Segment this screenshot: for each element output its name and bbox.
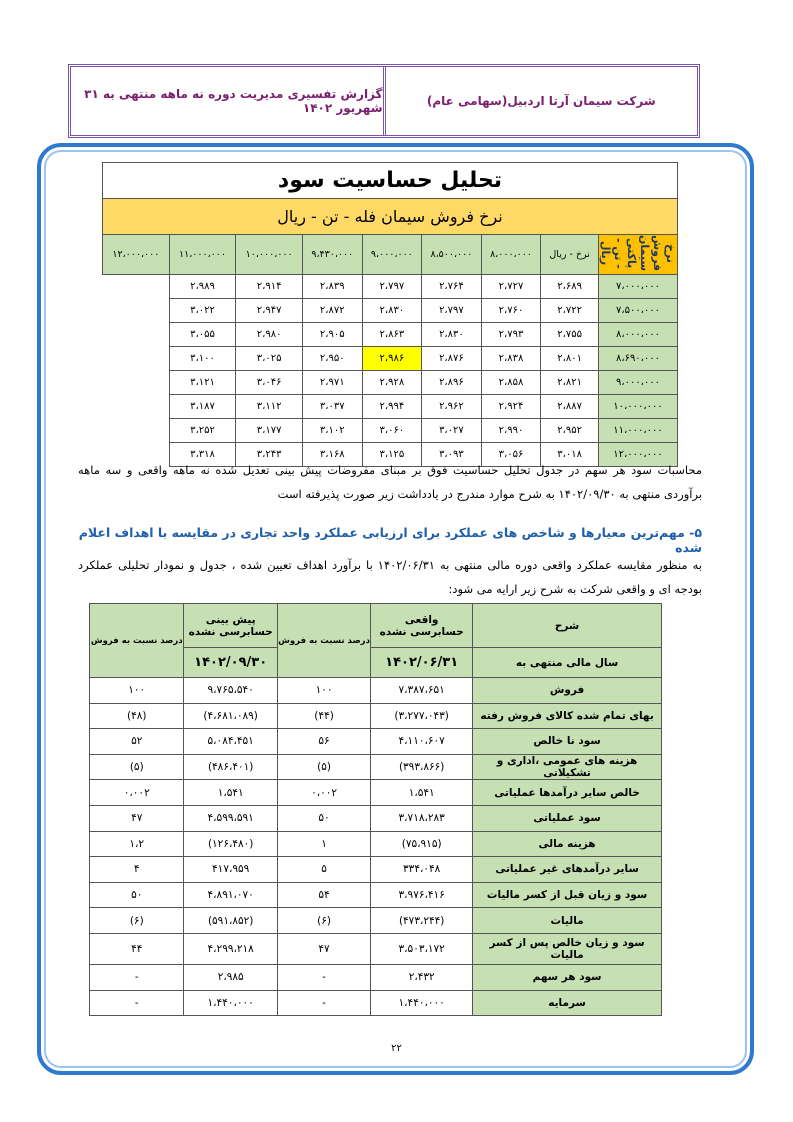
budget-fcst: ۵،۰۸۴،۴۵۱ [184,729,277,755]
budget-p2: - [90,964,184,990]
budget-actual: ۳،۹۷۶،۴۱۶ [371,882,473,908]
budget-p2: ۴۴ [90,933,184,964]
budget-p2: (۵) [90,754,184,780]
budget-actual: (۷۵،۹۱۵) [371,831,473,857]
column-header: ۱۰،۰۰۰،۰۰۰ [236,235,303,275]
sensitivity-cell: ۳،۱۰۰ [169,347,236,371]
budget-p1: ۵۴ [277,882,370,908]
budget-fcst: ۲،۹۸۵ [184,964,277,990]
budget-label: سود عملیاتی [473,805,662,831]
column-header: ۹،۰۰۰،۰۰۰ [362,235,422,275]
sensitivity-cell: ۲،۸۳۰ [422,323,482,347]
budget-p1: - [277,990,370,1016]
budget-p2: - [90,990,184,1016]
budget-actual: ۱،۴۴۰،۰۰۰ [371,990,473,1016]
column-header: ۱۲،۰۰۰،۰۰۰ [103,235,170,275]
sensitivity-cell: ۲،۹۴۷ [236,299,303,323]
row-header: ۸،۰۰۰،۰۰۰ [599,323,678,347]
sensitivity-cell: ۳،۰۹۳ [422,443,482,467]
column-header: ۹،۴۳۰،۰۰۰ [302,235,362,275]
sensitivity-cell: ۳،۱۲۵ [362,443,422,467]
sensitivity-note: محاسبات سود هر سهم در جدول تحلیل حساسیت فوق بر مبنای مفروضات پیش بینی تعدیل شده نه ماهه واقعی و سه ماهه برآوردی منتهی به ۱۴۰۲/۰۹/۳۰ به شرح موارد مندرج در یادداشت زیر صورت پذیرفته است [78,463,702,501]
sensitivity-cell: ۳،۳۱۸ [169,443,236,467]
sensitivity-cell: ۲،۹۵۰ [302,347,362,371]
budget-p2: ۴ [90,857,184,883]
budget-fcst: ۴،۲۹۹،۲۱۸ [184,933,277,964]
row-header: ۱۱،۰۰۰،۰۰۰ [599,419,678,443]
sensitivity-cell: ۳،۰۲۵ [236,347,303,371]
sensitivity-row [103,323,678,347]
sensitivity-cell: ۲،۸۹۶ [422,371,482,395]
report-header [68,64,700,138]
budget-p2: (۶) [90,908,184,934]
sensitivity-cell: ۳،۰۶۰ [362,419,422,443]
budget-p1: ۴۷ [277,933,370,964]
budget-actual: (۳،۲۷۷،۰۴۳) [371,703,473,729]
budget-fcst: ۴،۵۹۹،۵۹۱ [184,805,277,831]
budget-p1: ۰،۰۰۲ [277,780,370,806]
sensitivity-row [103,395,678,419]
sensitivity-title: تحلیل حساسیت سود [103,163,678,199]
budget-fcst: ۱،۴۴۰،۰۰۰ [184,990,277,1016]
sensitivity-cell: ۳،۰۲۲ [169,299,236,323]
corner-label: نرخ - ریال [541,235,599,275]
budget-row [90,729,662,755]
sensitivity-cell: ۲،۸۳۰ [362,299,422,323]
desc-header: شرح [473,604,662,648]
budget-actual: ۴،۱۱۰،۶۰۷ [371,729,473,755]
pct-actual-header: درصد نسبت به فروش [277,604,370,678]
sensitivity-cell: ۲،۸۲۱ [541,371,599,395]
sensitivity-cell: ۲،۷۹۷ [362,275,422,299]
budget-intro: به منظور مقایسه عملکرد واقعی دوره مالی منتهی به ۱۴۰۲/۰۶/۳۱ با برآورد اهداف تعیین شده ، جدول و نمودار تحلیلی عملکرد بودجه ای و واقعی شرکت به شرح زیر ارایه می شود: [78,558,702,596]
sensitivity-cell: ۲،۹۷۱ [302,371,362,395]
sensitivity-cell: ۲،۹۹۴ [362,395,422,419]
sensitivity-cell: ۲،۶۸۹ [541,275,599,299]
budget-label: سود نا خالص [473,729,662,755]
sensitivity-cell: ۳،۰۴۶ [236,371,303,395]
column-header: ۸،۵۰۰،۰۰۰ [422,235,482,275]
budget-row [90,908,662,934]
sensitivity-cell: ۲،۷۹۷ [422,299,482,323]
budget-fcst: (۴۸۶،۴۰۱) [184,754,277,780]
sensitivity-cell: ۲،۸۳۸ [481,347,541,371]
budget-row [90,754,662,780]
sensitivity-cell: ۲،۹۰۵ [302,323,362,347]
sensitivity-cell: ۲،۷۶۴ [422,275,482,299]
budget-actual: ۳۳۴،۰۴۸ [371,857,473,883]
actual-date: ۱۴۰۲/۰۶/۳۱ [371,648,473,678]
budget-label: مالیات [473,908,662,934]
sensitivity-cell: ۳،۲۴۳ [236,443,303,467]
budget-label: بهای تمام شده کالای فروش رفته [473,703,662,729]
row-axis-label: نرخ فروش سیمان پاکتی - تن - ریال [599,235,678,275]
section-title: ۵- مهم‌ترین معیارها و شاخص های عملکرد برای ارزیابی عملکرد واحد تجاری در مقایسه با اهداف اعلام شده [78,525,702,555]
budget-p1: (۵) [277,754,370,780]
sensitivity-cell: ۲،۹۸۰ [236,323,303,347]
budget-actual: (۳۹۳،۸۶۶) [371,754,473,780]
budget-row [90,990,662,1016]
budget-row [90,703,662,729]
sensitivity-row [103,275,678,299]
sensitivity-row [103,347,678,371]
sensitivity-cell: ۲،۸۳۹ [302,275,362,299]
budget-fcst: ۴،۸۹۱،۰۷۰ [184,882,277,908]
sensitivity-cell: ۲،۹۸۹ [169,275,236,299]
year-header: سال مالی منتهی به [473,648,662,678]
budget-row [90,933,662,964]
budget-label: سود و زیان خالص پس از کسر مالیات [473,933,662,964]
sensitivity-cell: ۲،۹۲۸ [362,371,422,395]
report-title: گزارش تفسیری مدیریت دوره نه ماهه منتهی به ۳۱ شهریور ۱۴۰۲ [71,67,386,135]
budget-p1: - [277,964,370,990]
row-header: ۷،۵۰۰،۰۰۰ [599,299,678,323]
sensitivity-cell: ۳،۰۵۵ [169,323,236,347]
budget-p1: ۵۶ [277,729,370,755]
budget-label: هزینه مالی [473,831,662,857]
sensitivity-cell: ۲،۹۶۲ [422,395,482,419]
budget-p1: (۶) [277,908,370,934]
sensitivity-cell: ۲،۷۲۷ [481,275,541,299]
sensitivity-cell: ۲،۸۸۷ [541,395,599,419]
budget-label: هزینه های عمومی ،اداری و تشکیلاتی [473,754,662,780]
budget-row [90,831,662,857]
sensitivity-cell: ۳،۰۲۷ [422,419,482,443]
budget-p1: ۱ [277,831,370,857]
sensitivity-cell: ۲،۷۲۲ [541,299,599,323]
budget-actual: ۲،۴۳۲ [371,964,473,990]
sensitivity-cell: ۳،۱۶۸ [302,443,362,467]
sensitivity-row [103,299,678,323]
sensitivity-cell: ۳،۱۰۲ [302,419,362,443]
sensitivity-cell: ۳،۰۱۸ [541,443,599,467]
budget-row [90,678,662,704]
budget-p1: ۵ [277,857,370,883]
actual-header: واقعی حسابرسی نشده [371,604,473,648]
budget-row [90,964,662,990]
sensitivity-cell: ۲،۷۶۰ [481,299,541,323]
sensitivity-cell: ۳،۱۷۷ [236,419,303,443]
budget-fcst: (۱۲۶،۴۸۰) [184,831,277,857]
budget-p1: (۴۴) [277,703,370,729]
budget-row [90,780,662,806]
page-number: ۲۲ [391,1043,402,1054]
budget-actual: ۱،۵۴۱ [371,780,473,806]
sensitivity-cell: ۳،۰۵۶ [481,443,541,467]
budget-label: سود هر سهم [473,964,662,990]
budget-label: سرمایه [473,990,662,1016]
column-header: ۱۱،۰۰۰،۰۰۰ [169,235,236,275]
sensitivity-cell: ۲،۸۷۲ [302,299,362,323]
budget-p1: ۱۰۰ [277,678,370,704]
budget-p2: (۴۸) [90,703,184,729]
budget-label: فروش [473,678,662,704]
budget-fcst: (۴،۶۸۱،۰۸۹) [184,703,277,729]
sensitivity-cell: ۲،۸۷۶ [422,347,482,371]
budget-p2: ۵۰ [90,882,184,908]
row-header: ۱۲،۰۰۰،۰۰۰ [599,443,678,467]
forecast-date: ۱۴۰۲/۰۹/۳۰ [184,648,277,678]
sensitivity-row [103,419,678,443]
budget-p2: ۵۲ [90,729,184,755]
budget-table [89,603,662,1016]
row-header: ۸،۶۹۰،۰۰۰ [599,347,678,371]
budget-fcst: ۴۱۷،۹۵۹ [184,857,277,883]
sensitivity-cell: ۳،۱۱۲ [236,395,303,419]
sensitivity-cell: ۳،۰۳۷ [302,395,362,419]
budget-actual: (۴۷۳،۲۴۴) [371,908,473,934]
column-header: ۸،۰۰۰،۰۰۰ [481,235,541,275]
budget-fcst: ۹،۷۶۵،۵۴۰ [184,678,277,704]
sensitivity-cell: ۲،۷۹۳ [481,323,541,347]
budget-fcst: ۱،۵۴۱ [184,780,277,806]
budget-actual: ۳،۷۱۸،۲۸۳ [371,805,473,831]
budget-label: خالص سایر درآمدها عملیاتی [473,780,662,806]
sensitivity-cell: ۲،۸۶۳ [362,323,422,347]
sensitivity-cell: ۲،۹۱۴ [236,275,303,299]
row-header: ۹،۰۰۰،۰۰۰ [599,371,678,395]
budget-p2: ۰،۰۰۲ [90,780,184,806]
sensitivity-subtitle: نرخ فروش سیمان فله - تن - ریال [103,199,678,235]
budget-p2: ۱۰۰ [90,678,184,704]
row-header: ۱۰،۰۰۰،۰۰۰ [599,395,678,419]
budget-fcst: (۵۹۱،۸۵۲) [184,908,277,934]
sensitivity-row [103,371,678,395]
budget-row [90,882,662,908]
sensitivity-cell: ۲،۹۸۶ [362,347,422,371]
sensitivity-cell: ۲،۸۵۸ [481,371,541,395]
sensitivity-cell: ۲،۷۵۵ [541,323,599,347]
row-header: ۷،۰۰۰،۰۰۰ [599,275,678,299]
budget-p2: ۴۷ [90,805,184,831]
budget-p2: ۱،۲ [90,831,184,857]
sensitivity-table [102,162,678,467]
sensitivity-cell: ۳،۱۸۷ [169,395,236,419]
sensitivity-cell: ۲،۹۲۴ [481,395,541,419]
sensitivity-cell: ۳،۲۵۲ [169,419,236,443]
pct-forecast-header: درصد نسبت به فروش [90,604,184,678]
sensitivity-cell: ۲،۸۰۱ [541,347,599,371]
budget-row [90,805,662,831]
budget-label: سایر درآمدهای غیر عملیاتی [473,857,662,883]
sensitivity-cell: ۳،۱۲۱ [169,371,236,395]
forecast-header: پیش بینی حسابرسی نشده [184,604,277,648]
sensitivity-cell: ۲،۹۹۰ [481,419,541,443]
budget-p1: ۵۰ [277,805,370,831]
sensitivity-cell: ۲،۹۵۲ [541,419,599,443]
company-name: شرکت سیمان آرتا اردبیل(سهامی عام) [426,94,656,108]
budget-actual: ۳،۵۰۳،۱۷۲ [371,933,473,964]
budget-label: سود و زیان قبل از کسر مالیات [473,882,662,908]
budget-actual: ۷،۳۸۷،۶۵۱ [371,678,473,704]
budget-row [90,857,662,883]
